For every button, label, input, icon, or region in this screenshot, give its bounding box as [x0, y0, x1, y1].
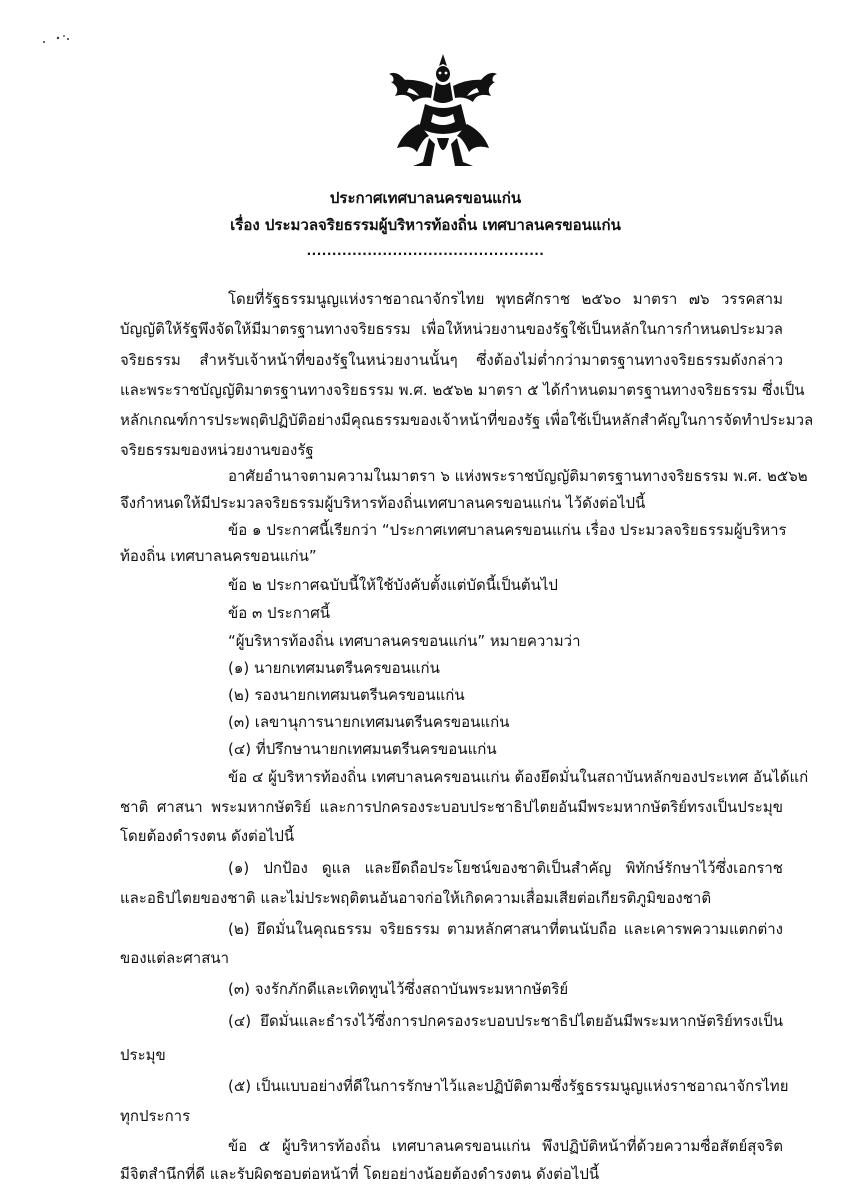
clause-1-line: ท้องถิ่น เทศบาลนครขอนแก่น” — [120, 547, 317, 565]
clause-4-line: ชาติ ศาสนา พระมหากษัตริย์ และการปกครองระบอบประชาธิปไตยอันมีพระมหากษัตริย์ทรงเป็นประมุข — [120, 798, 783, 816]
paragraph-line: หลักเกณฑ์การประพฤติปฏิบัติอย่างมีคุณธรรมของเจ้าหน้าที่ของรัฐ เพื่อใช้เป็นหลักสำคัญในการจัดทำประมวล — [120, 411, 814, 429]
paragraph-line: โดยที่รัฐธรรมนูญแห่งราชอาณาจักรไทย พุทธศักราช ๒๕๖๐ มาตรา ๗๖ วรรคสาม — [228, 290, 783, 308]
clause-4-item: ประมุข — [120, 1046, 166, 1064]
paragraph-line: จริยธรรมของหน่วยงานของรัฐ — [120, 441, 314, 459]
definition-item: (๓) เลขานุการนายกเทศมนตรีนครขอนแก่น — [228, 713, 510, 731]
paragraph-line: จริยธรรม สำหรับเจ้าหน้าที่ของรัฐในหน่วยงานนั้นๆ ซึ่งต้องไม่ต่ำกว่ามาตรฐานทางจริยธรรมดังกล่าว — [120, 351, 783, 369]
definition-item: (๒) รองนายกเทศมนตรีนครขอนแก่น — [228, 686, 465, 704]
scan-specks — [40, 30, 80, 50]
clause-4-item: ของแต่ละศาสนา — [120, 949, 230, 967]
clause-4-item: (๒) ยึดมั่นในคุณธรรม จริยธรรม ตามหลักศาสนาที่ตนนับถือ และเคารพความแตกต่าง — [228, 920, 783, 938]
definition-item: (๔) ที่ปรึกษานายกเทศมนตรีนครขอนแก่น — [228, 740, 497, 758]
garuda-emblem-icon — [383, 52, 503, 172]
clause-4-item: (๑) ปกป้อง ดูแล และยึดถือประโยชน์ของชาติเป็นสำคัญ พิทักษ์รักษาไว้ซึ่งเอกราช — [228, 859, 783, 877]
clause-4-item: ทุกประการ — [120, 1107, 191, 1125]
announcement-title: ประกาศเทศบาลนครขอนแก่น — [329, 189, 522, 207]
definition-item: (๑) นายกเทศมนตรีนครขอนแก่น — [228, 659, 440, 677]
clause-4-item: (๓) จงรักภักดีและเทิดทูนไว้ซึ่งสถาบันพระมหากษัตริย์ — [228, 980, 569, 998]
clause-3: ข้อ ๓ ประกาศนี้ — [228, 604, 330, 622]
paragraph-line: จึงกำหนดให้มีประมวลจริยธรรมผู้บริหารท้องถิ่นเทศบาลนครขอนแก่น ไว้ดังต่อไปนี้ — [120, 494, 646, 512]
clause-4-line: โดยต้องดำรงตน ดังต่อไปนี้ — [120, 827, 295, 845]
title-separator: ............................................... — [306, 244, 545, 258]
clause-4-item: และอธิปไตยของชาติ และไม่ประพฤติตนอันอาจก่อให้เกิดความเสื่อมเสียต่อเกียรติภูมิของชาติ — [120, 889, 712, 907]
paragraph-line: อาศัยอำนาจตามความในมาตรา ๖ แห่งพระราชบัญญัติมาตรฐานทางจริยธรรม พ.ศ. ๒๕๖๒ — [228, 467, 808, 485]
clause-5-line: มีจิตสำนึกที่ดี และรับผิดชอบต่อหน้าที่ โดยอย่างน้อยต้องดำรงตน ดังต่อไปนี้ — [120, 1165, 600, 1183]
clause-2: ข้อ ๒ ประกาศฉบับนี้ให้ใช้บังคับตั้งแต่บัดนี้เป็นต้นไป — [228, 576, 558, 594]
clause-4-line: ข้อ ๔ ผู้บริหารท้องถิ่น เทศบาลนครขอนแก่น ต้องยึดมั่นในสถาบันหลักของประเทศ อันได้แก่ — [228, 768, 809, 786]
clause-4-item: (๔) ยึดมั่นและธำรงไว้ซึ่งการปกครองระบอบประชาธิปไตยอันมีพระมหากษัตริย์ทรงเป็น — [228, 1012, 783, 1030]
clause-5-line: ข้อ ๕ ผู้บริหารท้องถิ่น เทศบาลนครขอนแก่น พึงปฏิบัติหน้าที่ด้วยความซื่อสัตย์สุจริต — [228, 1137, 783, 1155]
paragraph-line: บัญญัติให้รัฐพึงจัดให้มีมาตรฐานทางจริยธรรม เพื่อให้หน่วยงานของรัฐใช้เป็นหลักในการกำหนดประมวล — [120, 320, 783, 338]
clause-1-line: ข้อ ๑ ประกาศนี้เรียกว่า “ประกาศเทศบาลนครขอนแก่น เรื่อง ประมวลจริยธรรมผู้บริหาร — [228, 521, 787, 539]
paragraph-line: และพระราชบัญญัติมาตรฐานทางจริยธรรม พ.ศ. ๒๕๖๒ มาตรา ๕ ได้กำหนดมาตรฐานทางจริยธรรม ซึ่งเป็น — [120, 381, 805, 399]
announcement-subject: เรื่อง ประมวลจริยธรรมผู้บริหารท้องถิ่น เทศบาลนครขอนแก่น — [230, 216, 621, 234]
clause-4-item: (๕) เป็นแบบอย่างที่ดีในการรักษาไว้และปฏิบัติตามซึ่งรัฐธรรมนูญแห่งราชอาณาจักรไทย — [228, 1077, 789, 1095]
definition-heading: “ผู้บริหารท้องถิ่น เทศบาลนครขอนแก่น” หมายความว่า — [228, 632, 581, 650]
